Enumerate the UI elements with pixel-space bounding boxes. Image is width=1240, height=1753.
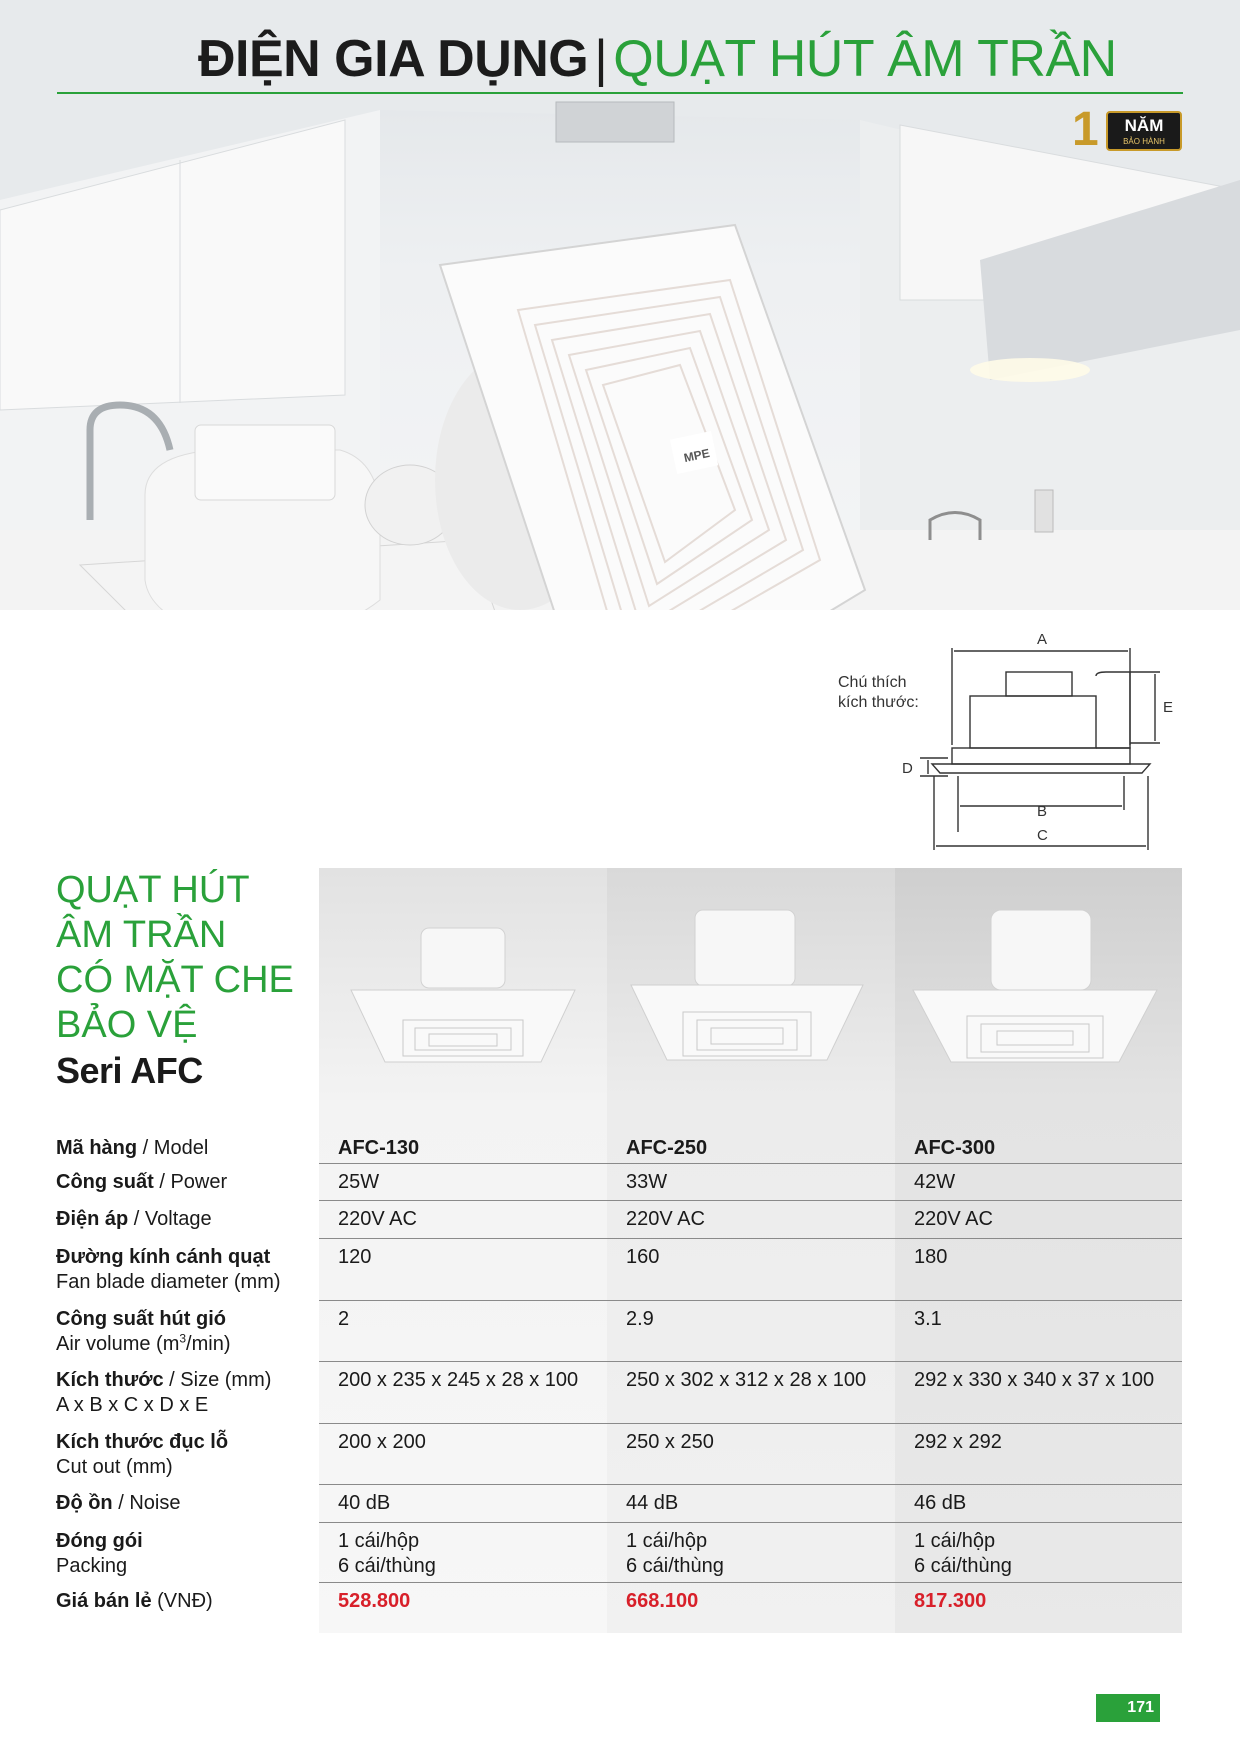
spec-value: 220V AC [914,1208,993,1230]
packing-box: 1 cái/hộp [914,1530,996,1552]
spec-value: 2 [338,1308,350,1330]
spec-label-rest: / Model [137,1137,209,1159]
spec-value: 46 dB [914,1492,967,1514]
spec-value: 250 x 250 [626,1431,714,1453]
spec-value: AFC-250 [626,1137,708,1159]
warranty-caption: BẢO HÀNH [1123,137,1165,146]
dimension-diagram [830,630,1190,850]
air-volume-unit-post: /min) [186,1333,231,1355]
spec-value [914,1529,1012,1579]
product-title-line-3: CÓ MẶT CHE [56,959,294,1001]
spec-label-bold: Đóng gói [56,1530,143,1552]
spec-row-blade-diameter [56,1239,1182,1301]
product-line-title: QUẠT HÚT ÂM TRẦN [613,30,1117,88]
product-title-line-4: BẢO VỆ [56,1004,198,1046]
spec-value: 120 [338,1246,372,1268]
spec-label-line2 [56,1332,316,1357]
warranty-badge [1068,105,1184,155]
dimension-note-line1: Chú thích [838,674,907,691]
spec-label-bold: Mã hàng [56,1137,138,1159]
price-value: 817.300 [914,1590,987,1612]
packing-carton: 6 cái/thùng [338,1555,436,1577]
spec-label-bold: Giá bán lẻ [56,1590,152,1612]
spec-value: 42W [914,1171,956,1193]
spec-value: 160 [626,1246,660,1268]
spec-row-cutout [56,1424,1182,1485]
warranty-unit: NĂM [1124,116,1164,135]
spec-label [56,1368,316,1418]
spec-label [56,1589,316,1614]
spec-value: AFC-300 [914,1137,996,1159]
spec-value: 40 dB [338,1492,391,1514]
spec-value: 292 x 292 [914,1431,1002,1453]
category-title: ĐIỆN GIA DỤNG [198,30,589,88]
spec-label [56,1207,316,1232]
spec-value: 44 dB [626,1492,679,1514]
spec-label-line2: Cut out (mm) [56,1456,173,1478]
hero-image [0,0,1240,610]
packing-box: 1 cái/hộp [626,1530,708,1552]
product-title-line-1: QUẠT HÚT [56,869,250,911]
spec-label [56,1307,316,1357]
price-value: 668.100 [626,1590,699,1612]
spec-value: 200 x 200 [338,1431,426,1453]
spec-table [56,1130,1182,1623]
spec-label-rest: (VNĐ) [151,1590,213,1612]
price-value: 528.800 [338,1590,411,1612]
spec-value: 200 x 235 x 245 x 28 x 100 [338,1369,579,1391]
spec-row-noise [56,1485,1182,1523]
spec-row-packing [56,1523,1182,1583]
spec-row-size [56,1362,1182,1424]
spec-label [56,1491,316,1516]
spec-label [56,1245,316,1295]
spec-value: AFC-130 [338,1137,420,1159]
spec-value [338,1529,436,1579]
product-heading [56,868,316,1094]
spec-value: 2.9 [626,1308,654,1330]
air-volume-unit-pre: Air volume (m [56,1333,180,1355]
spec-value: 220V AC [338,1208,417,1230]
spec-value: 33W [626,1171,668,1193]
packing-carton: 6 cái/thùng [914,1555,1012,1577]
title-underline [57,92,1183,94]
spec-value: 220V AC [626,1208,705,1230]
title-separator: | [594,30,608,88]
spec-value [626,1529,724,1579]
product-title-line-2: ÂM TRẦN [56,914,227,956]
spec-label-rest: / Size (mm) [163,1369,272,1391]
spec-label [56,1529,316,1579]
packing-box: 1 cái/hộp [338,1530,420,1552]
spec-label-line2: Packing [56,1555,128,1577]
dim-label-e: E [1163,699,1174,716]
spec-label [56,1170,316,1195]
brand-mark: MPE [682,445,711,466]
product-image-afc-250 [617,900,877,1070]
spec-label-bold: Điện áp [56,1208,129,1230]
page-title [198,26,1117,92]
spec-label-line2: A x B x C x D x E [56,1394,209,1416]
spec-label-bold: Đường kính cánh quạt [56,1246,271,1268]
product-image-afc-130 [333,900,593,1070]
spec-label-bold: Độ ồn [56,1492,113,1514]
spec-label-rest: / Noise [112,1492,181,1514]
spec-value: 25W [338,1171,380,1193]
dimension-note-line2: kích thước: [838,694,919,711]
spec-row-voltage [56,1201,1182,1239]
dim-label-b: B [1037,803,1048,820]
spec-label-bold: Công suất [56,1171,154,1193]
spec-row-air-volume [56,1301,1182,1362]
packing-carton: 6 cái/thùng [626,1555,724,1577]
warranty-years: 1 [1072,103,1099,156]
product-series: Seri AFC [56,1050,203,1091]
spec-label-bold: Công suất hút gió [56,1308,226,1330]
dim-label-a: A [1037,631,1048,648]
spec-label-bold: Kích thước [56,1369,164,1391]
spec-label-rest: / Power [153,1171,228,1193]
air-volume-unit-sup: 3 [179,1331,187,1346]
spec-row-power [56,1164,1182,1201]
spec-value: 3.1 [914,1308,942,1330]
spec-label-bold: Kích thước đục lỗ [56,1431,229,1453]
dim-label-d: D [902,760,913,777]
spec-row-model [56,1130,1182,1164]
spec-row-price [56,1583,1182,1623]
product-image-afc-300 [905,900,1165,1070]
page-number: 171 [1096,1694,1160,1722]
spec-label-rest: / Voltage [128,1208,212,1230]
spec-value: 180 [914,1246,948,1268]
spec-label-line2: Fan blade diameter (mm) [56,1271,281,1293]
dim-label-c: C [1037,827,1048,844]
warranty-box [1106,111,1182,151]
spec-value: 292 x 330 x 340 x 37 x 100 [914,1369,1155,1391]
spec-label [56,1430,316,1480]
spec-label [56,1136,316,1161]
spec-value: 250 x 302 x 312 x 28 x 100 [626,1369,867,1391]
